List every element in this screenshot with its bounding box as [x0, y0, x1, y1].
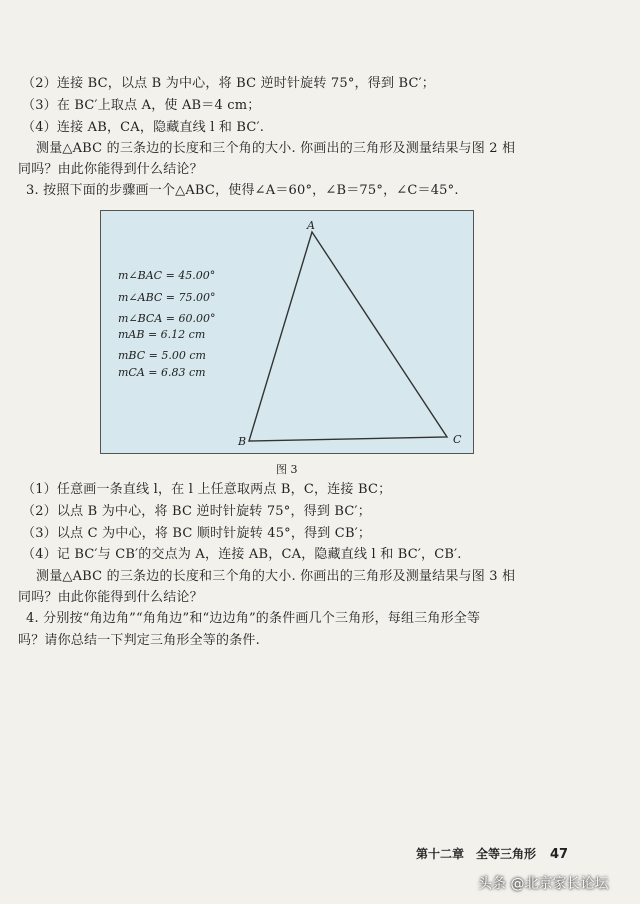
step-line-3: （3）以点 C 为中心，将 BC 顺时针旋转 45°，得到 CB′；	[22, 526, 372, 541]
exercise-4-line-1: 4. 分别按“角边角”“角角边”和“边边角”的条件画几个三角形，每组三角形全等	[26, 611, 481, 626]
exercise-4-line-2: 吗？请你总结一下判定三角形全等的条件.	[18, 633, 260, 648]
page-footer	[416, 845, 568, 862]
measure-side-ca: mCA = 6.83 cm	[118, 366, 206, 379]
figure-caption: 图 3	[276, 463, 298, 476]
text-line-4: 测量△ABC 的三条边的长度和三个角的大小. 你画出的三角形及测量结果与图 2 相	[36, 141, 516, 156]
triangle-outline	[249, 232, 447, 441]
vertex-label-b: B	[238, 435, 247, 448]
triangle-abc	[101, 211, 475, 455]
question-line-1: 测量△ABC 的三条边的长度和三个角的大小. 你画出的三角形及测量结果与图 3 相	[36, 569, 516, 584]
measure-angle-abc: m∠ABC = 75.00°	[118, 291, 216, 304]
text-line-5: 同吗？由此你能得到什么结论？	[18, 162, 203, 177]
chapter-title: 第十二章 全等三角形	[416, 847, 537, 861]
watermark: 头条 @北京家长论坛	[478, 876, 609, 892]
measure-angle-bca: m∠BCA = 60.00°	[118, 312, 216, 325]
measure-side-bc: mBC = 5.00 cm	[118, 349, 206, 362]
step-line-1: （1）任意画一条直线 l，在 l 上任意取两点 B，C，连接 BC；	[22, 482, 392, 497]
question-line-2: 同吗？由此你能得到什么结论？	[18, 590, 203, 605]
text-line-3: （4）连接 AB，CA，隐藏直线 l 和 BC′.	[22, 120, 265, 135]
step-line-2: （2）以点 B 为中心，将 BC 逆时针旋转 75°，得到 BC′；	[22, 504, 371, 519]
exercise-3-heading: 3. 按照下面的步骤画一个△ABC，使得∠A＝60°，∠B＝75°，∠C＝45°.	[26, 183, 459, 198]
step-line-4: （4）记 BC′与 CB′的交点为 A，连接 AB，CA，隐藏直线 l 和 BC′，CB′.	[22, 547, 462, 562]
vertex-label-c: C	[453, 433, 462, 446]
text-line-2: （3）在 BC′上取点 A，使 AB＝4 cm；	[22, 98, 261, 113]
vertex-label-a: A	[307, 219, 315, 232]
text-line-1: （2）连接 BC，以点 B 为中心，将 BC 逆时针旋转 75°，得到 BC′；	[22, 76, 435, 91]
measure-side-ab: mAB = 6.12 cm	[118, 328, 206, 341]
figure-3-panel	[100, 210, 474, 454]
page-number: 47	[550, 847, 569, 862]
measure-angle-bac: m∠BAC = 45.00°	[118, 269, 216, 282]
